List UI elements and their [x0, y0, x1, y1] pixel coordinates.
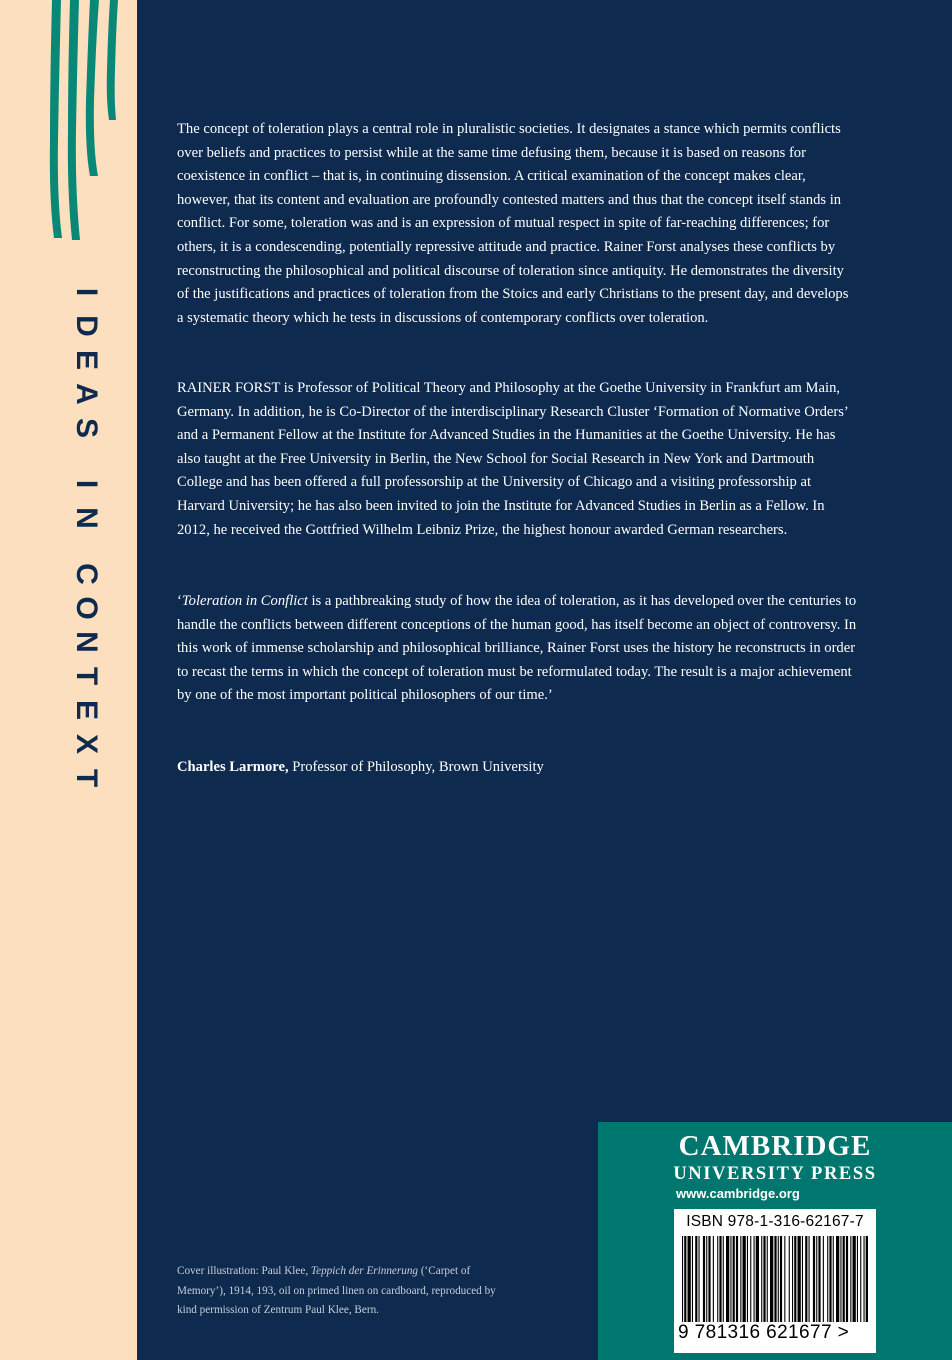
- series-letter: T: [70, 666, 103, 686]
- barcode-bar: [827, 1236, 828, 1322]
- barcode-bar: [682, 1236, 683, 1322]
- quote-body: is a pathbreaking study of how the idea of toleration, as it has developed over the centuries to handle the conflicts between different conceptions of the human good, has itself become an object of controversy. In this work of immense scholarship and philosophical brilliance, Rainer Forst uses the history he reconstructs in order to recast the terms in which the concept of toleration must be reformulated today. The result is a major achievement by one of the most important political philosophers of our time.’: [177, 593, 857, 704]
- barcode-bar: [866, 1236, 868, 1322]
- barcode-bar: [736, 1236, 738, 1322]
- barcode-bar: [853, 1236, 856, 1322]
- book-blurb: [177, 118, 857, 330]
- credit-prefix: Cover illustration: Paul Klee,: [177, 1265, 311, 1277]
- blurb-paragraph: The concept of toleration plays a central role in pluralistic societies. It designates a stance which permits conflicts over beliefs and practices to persist while at the same time defusing them, because it is based on reasons for coexistence in conflict – that is, in continuing dissension. A critical examination of the concept makes clear, however, that its content and evaluation are profoundly contested matters and thus that the concept itself stands in conflict. For some, toleration was and is an expression of mutual respect in spite of far-reaching differences; for others, it is a condescending, potentially repressive attitude and practice. Rainer Forst analyses these conflicts by reconstructing the philosophical and political discourse of toleration since antiquity. He demonstrates the diversity of the justifications and practices of toleration from the Stoics and early Christians to the present day, and develops a systematic theory which he tests in discussions of contemporary conflicts over toleration.: [177, 121, 849, 326]
- barcode-bar: [692, 1236, 693, 1322]
- barcode-bar: [695, 1236, 697, 1322]
- endorser-name: Charles Larmore,: [177, 759, 289, 775]
- barcode-bar: [699, 1236, 700, 1322]
- publisher-name: CAMBRIDGE: [678, 1130, 872, 1162]
- barcode-bar: [761, 1236, 762, 1322]
- author-bio: [177, 377, 857, 542]
- barcode-number: [678, 1322, 874, 1344]
- series-letter: T: [70, 768, 103, 788]
- barcode-bar: [717, 1236, 718, 1322]
- isbn-label: ISBN 978-1-316-62167-7: [686, 1213, 864, 1230]
- barcode-bar: [778, 1236, 779, 1322]
- credit-artwork-title: Teppich der Erinnerung: [310, 1265, 419, 1277]
- barcode-box: [674, 1209, 876, 1353]
- barcode-bar: [860, 1236, 861, 1322]
- barcode-bar: [726, 1236, 729, 1322]
- publisher-subtitle: UNIVERSITY PRESS: [673, 1164, 877, 1184]
- barcode-bar: [823, 1236, 824, 1322]
- series-letter: A: [70, 383, 103, 405]
- barcode-bar: [805, 1236, 807, 1322]
- endorsement-attribution: [177, 756, 857, 780]
- barcode-bar: [767, 1236, 768, 1322]
- stripe-decoration: [0, 0, 137, 240]
- series-letter: S: [70, 417, 103, 438]
- barcode-bar: [750, 1236, 751, 1322]
- barcode-bar: [840, 1236, 841, 1322]
- barcode-bar: [730, 1236, 731, 1322]
- quote-open-mark: ‘: [177, 593, 182, 609]
- publisher-url[interactable]: www.cambridge.org: [676, 1186, 800, 1201]
- barcode-bar: [763, 1236, 765, 1322]
- barcode-bar: [756, 1236, 759, 1322]
- series-letter: E: [70, 699, 103, 720]
- barcode-bar: [818, 1236, 820, 1322]
- series-letter: I: [70, 287, 103, 297]
- barcode-bar: [843, 1236, 845, 1322]
- barcode-bar: [743, 1236, 746, 1322]
- barcode-bar: [703, 1236, 705, 1322]
- quote-book-title: Toleration in Conflict: [181, 593, 308, 609]
- series-letter: C: [70, 563, 103, 585]
- barcode-bar: [813, 1236, 815, 1322]
- barcode-bar: [789, 1236, 790, 1322]
- credit-suffix: (‘Carpet of Memory’), 1914, 193, oil on primed linen on cardboard, reproduced by kind permission of Zentrum Paul Klee, Bern.: [177, 1265, 496, 1316]
- series-letter: N: [70, 507, 103, 529]
- barcode-bar: [688, 1236, 691, 1322]
- series-letter: E: [70, 349, 103, 370]
- barcode-bar: [719, 1236, 721, 1322]
- cover-credit: [177, 1262, 507, 1321]
- barcode-bar: [733, 1236, 735, 1322]
- barcode-bar: [857, 1236, 858, 1322]
- series-letter: O: [70, 596, 103, 620]
- barcode-bar: [836, 1236, 839, 1322]
- barcode-bar: [684, 1236, 686, 1322]
- spine-panel: [0, 0, 137, 1360]
- barcode-bar: [780, 1236, 782, 1322]
- barcode-bar: [754, 1236, 755, 1322]
- barcode-bar: [770, 1236, 773, 1322]
- barcode-bar: [829, 1236, 831, 1322]
- barcode-arrow: >: [837, 1322, 850, 1343]
- barcode-bar: [747, 1236, 748, 1322]
- barcode-bar: [706, 1236, 707, 1322]
- barcode-bar: [798, 1236, 801, 1322]
- barcode-bar: [864, 1236, 865, 1322]
- barcode-bar: [850, 1236, 851, 1322]
- series-letter: X: [70, 733, 103, 754]
- endorser-role: Professor of Philosophy, Brown University: [288, 759, 544, 775]
- barcode-digits: 9 781316 621677: [678, 1322, 832, 1343]
- barcode-bars: [682, 1236, 868, 1322]
- barcode-bar: [723, 1236, 724, 1322]
- endorsement-quote: [177, 590, 857, 708]
- barcode-bar: [740, 1236, 741, 1322]
- barcode-bar: [713, 1236, 714, 1322]
- barcode-bar: [816, 1236, 817, 1322]
- series-letter: N: [70, 631, 103, 653]
- barcode-bar: [794, 1236, 796, 1322]
- barcode-bar: [846, 1236, 848, 1322]
- barcode-bar: [833, 1236, 834, 1322]
- barcode-bar: [802, 1236, 803, 1322]
- barcode-bar: [774, 1236, 776, 1322]
- barcode-bar: [784, 1236, 785, 1322]
- bio-paragraph: RAINER FORST is Professor of Political Theory and Philosophy at the Goethe University in Frankfurt am Main, Germany. In addition, he is Co-Director of the interdisciplinary Research Cluster ‘Formation of Normative Orders’ and a Permanent Fellow at the Institute for Advanced Studies in the Humanities at the Goethe University. He has also taught at the Free University in Berlin, the New School for Social Research in New York and Dartmouth College and has been offered a full professorship at the University of Chicago and a visiting professorship at Harvard University; he has also been invited to join the Institute for Advanced Studies in Berlin as a Fellow. In 2012, he received the Gottfried Wilhelm Leibniz Prize, the highest honour awarded German researchers.: [177, 380, 848, 538]
- barcode-bar: [708, 1236, 710, 1322]
- barcode-bar: [792, 1236, 793, 1322]
- barcode-bar: [809, 1236, 810, 1322]
- series-letter: I: [70, 479, 103, 489]
- series-title: [66, 275, 106, 815]
- series-letter: D: [70, 315, 103, 337]
